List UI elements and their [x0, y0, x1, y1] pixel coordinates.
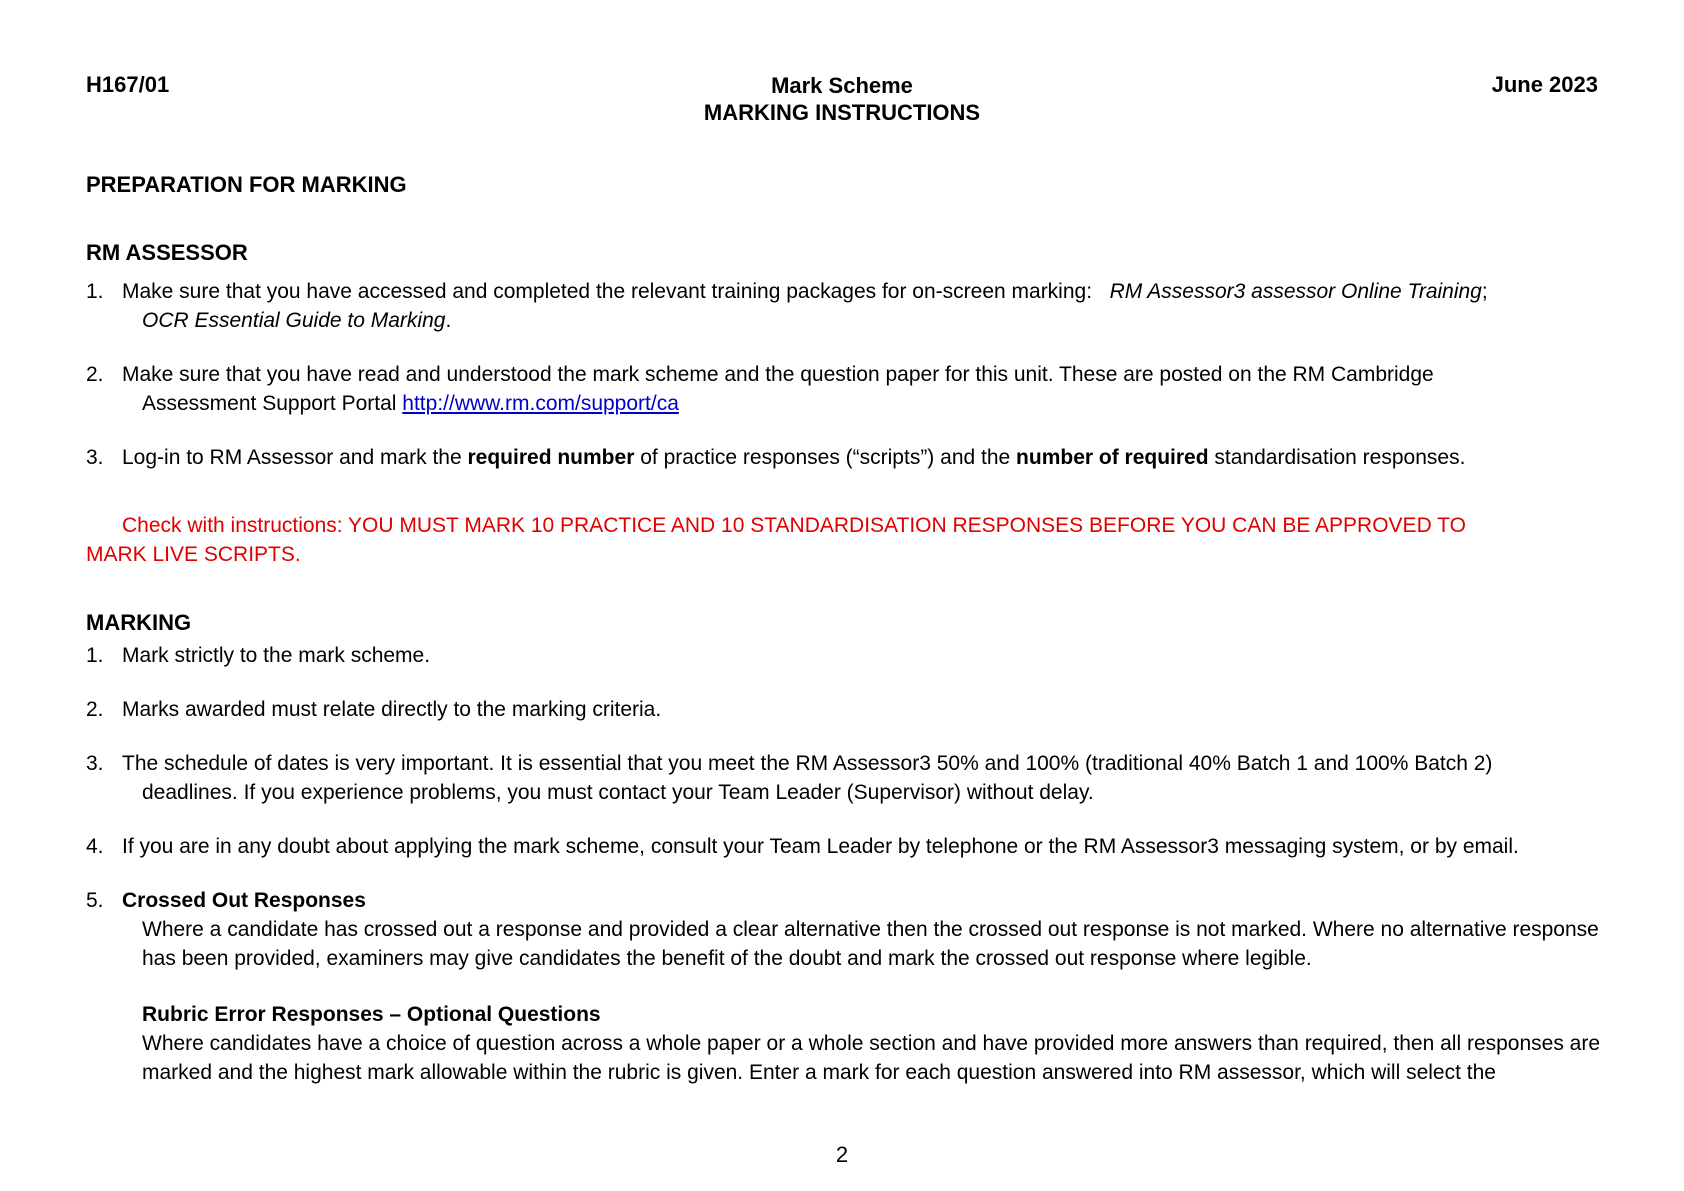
list-item: 1. Mark strictly to the mark scheme.	[86, 644, 431, 667]
crossed-out-title: Crossed Out Responses	[122, 889, 366, 912]
warning-notice: Check with instructions: YOU MUST MARK 10 PRACTICE AND 10 STANDARDISATION RESPONSES BEFORE YOU CAN BE APPROVED TO MARK LIVE SCRIPTS.	[86, 514, 1466, 566]
rm-assessor-heading: RM ASSESSOR	[86, 240, 248, 265]
header-title-block	[0, 72, 1684, 126]
document-subtitle: MARKING INSTRUCTIONS	[703, 100, 981, 125]
list-item: 1. Make sure that you have accessed and completed the relevant training packages for on-screen marking: RM Assessor3 assessor Online Training; OCR Essential Guide to Marking.	[86, 280, 1488, 332]
list-item: 3. The schedule of dates is very important. It is essential that you meet the RM Assessor3 50% and 100% (traditional 40% Batch 1 and 100% Batch 2) deadlines. If you experience problems, you must contact your Team Leader (Supervisor) without delay.	[86, 752, 1493, 804]
page-body	[86, 170, 1606, 1087]
list-item: 3. Log-in to RM Assessor and mark the required number of practice responses (“scripts”) and the number of required standardisation responses.	[86, 446, 1466, 469]
list-item: 2. Marks awarded must relate directly to the marking criteria.	[86, 698, 662, 721]
rubric-section: Rubric Error Responses – Optional Questions Where candidates have a choice of question across a whole paper or a whole section and have provided more answers than required, then all responses are marked and the highest mark allowable within the rubric is given. Enter a mark for each question answered into RM assessor, which will select the	[142, 1003, 1601, 1084]
marking-list	[86, 641, 1606, 973]
paper-code: H167/01	[86, 72, 170, 97]
document-title: Mark Scheme	[771, 73, 913, 98]
preparation-heading: PREPARATION FOR MARKING	[86, 172, 407, 197]
list-item: 2. Make sure that you have read and understood the mark scheme and the question paper for this unit. These are posted on the RM Cambridge Assessment Support Portal http://www.rm.com/support/ca	[86, 363, 1434, 415]
preparation-list	[86, 277, 1606, 472]
list-item: 5. Crossed Out Responses Where a candidate has crossed out a response and provided a clear alternative then the crossed out response is not marked. Where no alternative response has been provided, examiners may give candidates the benefit of the doubt and mark the crossed out response where legible.	[86, 889, 1599, 970]
guide-title: OCR Essential Guide to Marking	[142, 309, 446, 332]
rubric-title: Rubric Error Responses – Optional Questions	[142, 1003, 601, 1026]
list-item: 4. If you are in any doubt about applying the mark scheme, consult your Team Leader by telephone or the RM Assessor3 messaging system, or by email.	[86, 835, 1519, 858]
page-number: 2	[835, 1142, 849, 1167]
training-title: RM Assessor3 assessor Online Training	[1109, 280, 1482, 303]
exam-date: June 2023	[1491, 72, 1598, 97]
marking-heading: MARKING	[86, 610, 192, 635]
support-portal-link[interactable]: http://www.rm.com/support/ca	[402, 392, 679, 415]
